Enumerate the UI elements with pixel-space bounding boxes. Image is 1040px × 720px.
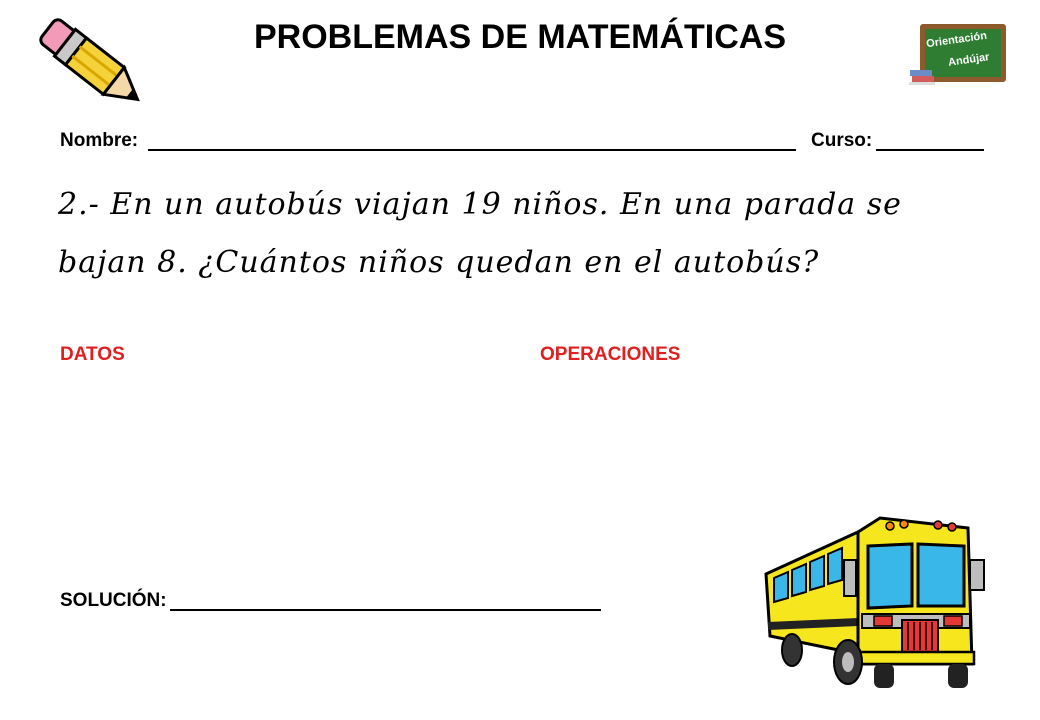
solution-label: SOLUCIÓN: [60, 590, 167, 611]
problem-line-2: bajan 8. ¿Cuántos niños quedan en el autobús? [58, 245, 820, 280]
problem-statement [58, 176, 958, 292]
school-bus-icon [762, 514, 994, 694]
logo-line-1: Orientación [925, 29, 988, 51]
operations-section-label: OPERACIONES [540, 344, 681, 365]
page-title: PROBLEMAS DE MATEMÁTICAS [253, 18, 787, 56]
logo-line-2: Andújar [947, 51, 991, 69]
name-field[interactable] [148, 149, 796, 151]
logo [908, 22, 1008, 86]
data-section-label: DATOS [60, 344, 125, 365]
name-label: Nombre: [60, 130, 139, 151]
course-label: Curso: [811, 130, 873, 151]
problem-line-1: 2.- En un autobús viajan 19 niños. En una parada se [58, 187, 902, 222]
chalkboard-icon [908, 22, 1008, 86]
course-field[interactable] [876, 149, 984, 151]
solution-field[interactable] [170, 609, 601, 611]
